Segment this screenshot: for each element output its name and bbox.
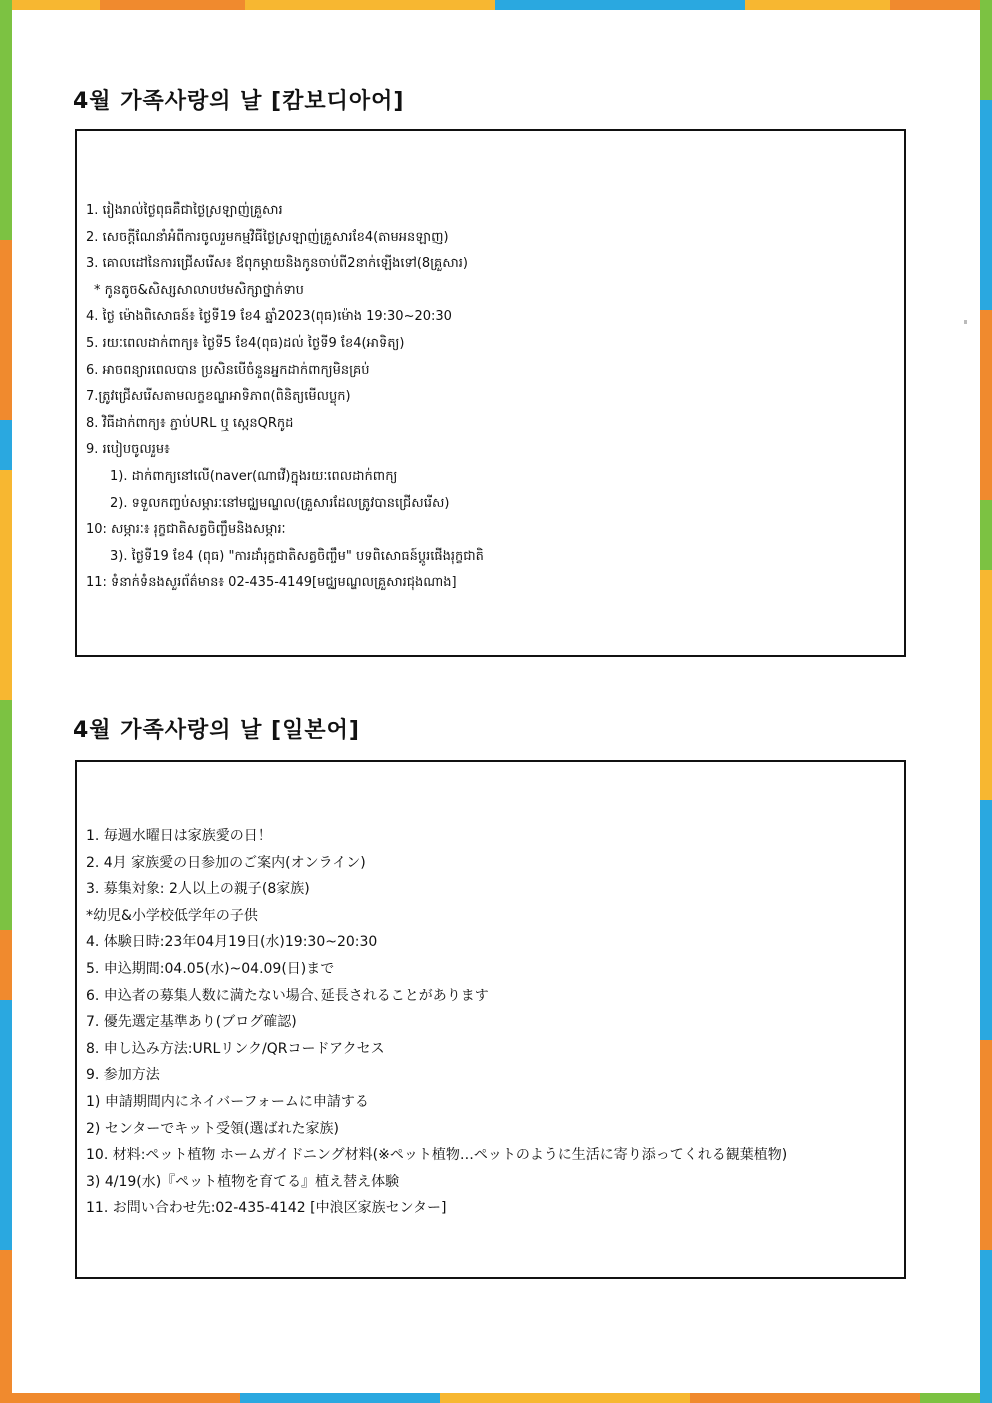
cambodian-notice-box <box>75 129 906 657</box>
notice-line: 2. សេចក្តីណែនាំអំពីការចូលរួមកម្មវិធីថ្ងៃស្រឡាញ់គ្រួសារខែ4(តាមអនឡាញ) <box>86 229 449 245</box>
notice-line: 2. 4月 家族愛の日参加のご案内(オンライン) <box>86 854 366 871</box>
notice-line: 2) センターでキット受領(選ばれた家族) <box>86 1120 339 1137</box>
notice-line: * កូនតូច&សិស្សសាលាបឋមសិក្សាថ្នាក់ទាប <box>94 282 304 298</box>
notice-line: 8. វិធីដាក់ពាក្យ៖ ភ្ជាប់URL ឬ ស្កេនQRកូដ <box>86 415 294 431</box>
stray-dot <box>964 320 967 324</box>
section-title-japanese: 4월 가족사랑의 날 [일본어] <box>73 718 360 743</box>
notice-line: 6. អាចពន្យារពេលបាន ប្រសិនបើចំនួនអ្នកដាក់ពាក្យមិនគ្រប់ <box>86 362 370 378</box>
notice-line: 9. 参加方法 <box>86 1067 160 1084</box>
notice-line: 5. 申込期間:04.05(水)~04.09(日)まで <box>86 960 335 977</box>
japanese-notice-lines <box>86 823 896 1222</box>
notice-line: 10. 材料:ペット植物 ホームガイドニング材料(※ペット植物…ペットのように生活に寄り添ってくれる観葉植物) <box>86 1147 788 1164</box>
notice-line: 10: សម្ភារៈ៖ រុក្ខជាតិសត្វចិញ្ចឹមនិងសម្ភារៈ <box>86 522 286 538</box>
cambodian-notice-lines <box>86 198 896 597</box>
notice-line: 7.ត្រូវជ្រើសរើសតាមលក្ខខណ្ឌអាទិភាព(ពិនិត្យមើលប្លុក) <box>86 389 351 405</box>
frame-top-border <box>0 0 992 10</box>
notice-line: 11: ទំនាក់ទំនងសួរព័ត៌មាន៖ 02-435-4149[មជ្ឈមណ្ឌលគ្រួសារជុងណាង] <box>86 575 457 591</box>
notice-line: 1. រៀងរាល់ថ្ងៃពុធគឺជាថ្ងៃស្រឡាញ់គ្រួសារ <box>86 203 283 218</box>
notice-line: 3) 4/19(水)『ペット植物を育てる』植え替え体験 <box>86 1173 400 1190</box>
frame-bottom-border <box>0 1393 992 1403</box>
notice-line: 1). ដាក់ពាក្យនៅលើ(naver(ណាវើ)ក្នុងរយៈពេលដាក់ពាក្យ <box>110 468 398 484</box>
notice-line: 3). ថ្ងៃទី19 ខែ4 (ពុធ) "ការដាំរុក្ខជាតិសត្វចិញ្ចឹម" បទពិសោធន៍ប្តូរផើងរុក្ខជាតិ <box>110 548 484 564</box>
notice-line: 7. 優先選定基準あり(ブログ確認) <box>86 1014 297 1031</box>
notice-line: 4. ថ្ងៃ ម៉ោងពិសោធន៍៖ ថ្ងៃទី19 ខែ4 ឆ្នាំ2023(ពុធ)ម៉ោង 19:30~20:30 <box>86 309 452 325</box>
notice-line: 1. 毎週水曜日は家族愛の日！ <box>86 828 272 844</box>
notice-line: 1) 申請期間内にネイバーフォームに申請する <box>86 1093 369 1110</box>
notice-line: 8. 申し込み方法:URLリンク/QRコードアクセス <box>86 1040 385 1057</box>
notice-line: 3. គោលដៅនៃការជ្រើសរើស៖ ឪពុកម្តាយនិងកូនចាប់ពី2នាក់ឡើងទៅ(8គ្រួសារ) <box>86 256 469 272</box>
section-title-cambodian: 4월 가족사랑의 날 [캄보디아어] <box>73 89 405 114</box>
notice-line: 5. រយៈពេលដាក់ពាក្យ៖ ថ្ងៃទី5 ខែ4(ពុធ)ដល់ ថ្ងៃទី9 ខែ4(អាទិត្យ) <box>86 335 405 351</box>
notice-line: *幼児&小学校低学年の子供 <box>86 907 258 924</box>
notice-line: 9. របៀបចូលរួម៖ <box>86 442 170 458</box>
notice-line: 6. 申込者の募集人数に満たない場合､延長されることがあります <box>86 987 489 1004</box>
frame-right-border <box>980 0 992 1403</box>
notice-line: 2). ទទួលកញ្ចប់សម្ភារៈនៅមជ្ឈមណ្ឌល(គ្រួសារដែលត្រូវបានជ្រើសរើស) <box>110 495 450 511</box>
japanese-notice-box <box>75 760 906 1279</box>
notice-line: 11. お問い合わせ先:02-435-4142 [中浪区家族センター] <box>86 1200 447 1217</box>
notice-line: 3. 募集対象: 2人以上の親子(8家族) <box>86 881 310 898</box>
frame-left-border <box>0 0 12 1403</box>
notice-line: 4. 体験日時:23年04月19日(水)19:30~20:30 <box>86 934 378 951</box>
